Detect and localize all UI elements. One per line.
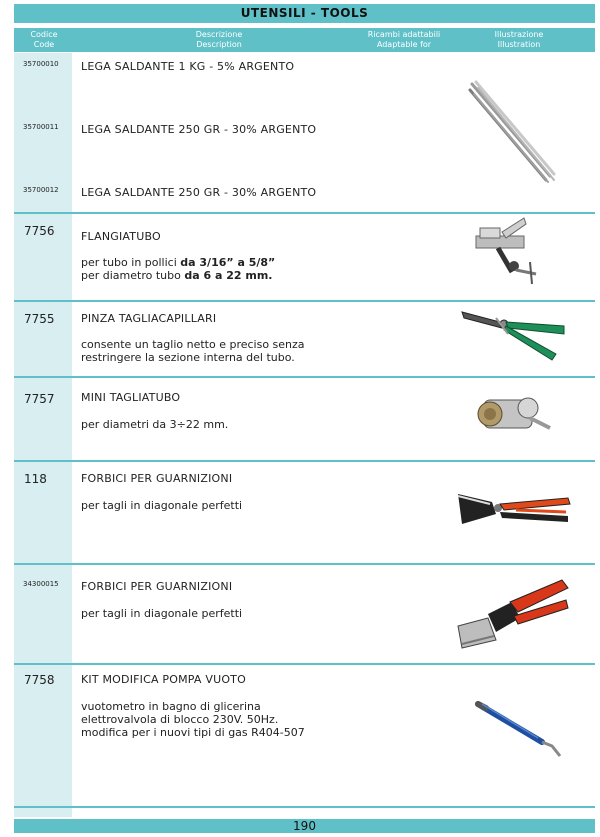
item-title: FORBICI PER GUARNIZIONI bbox=[81, 472, 233, 485]
item-code: 7755 bbox=[24, 312, 55, 326]
miter-gasket-cutter-illustration bbox=[454, 574, 574, 654]
flaring-tool-illustration bbox=[472, 214, 552, 288]
item-code: 35700012 bbox=[23, 186, 59, 194]
item-code: 35700010 bbox=[23, 60, 59, 68]
item-code: 7758 bbox=[24, 673, 55, 687]
code-column bbox=[14, 53, 72, 817]
page-title: UTENSILI - TOOLS bbox=[14, 4, 595, 23]
item-code: 34300015 bbox=[23, 580, 59, 588]
vacuum-pump-kit-illustration bbox=[472, 698, 568, 760]
item-description: per tubo in pollici da 3/16” a 5/8” per diametro tubo da 6 a 22 mm. bbox=[81, 256, 276, 282]
header-illustration: Illustrazione Illustration bbox=[494, 30, 544, 49]
item-code: 7756 bbox=[24, 224, 55, 238]
solder-rods-illustration bbox=[468, 78, 558, 186]
item-description: per tagli in diagonale perfetti bbox=[81, 607, 243, 620]
item-code: 35700011 bbox=[23, 123, 59, 131]
item-description: per tagli in diagonale perfetti bbox=[81, 499, 243, 512]
capillary-cutter-illustration bbox=[460, 304, 568, 366]
item-description: vuotometro in bagno di glicerina elettrovalvola di blocco 230V. 50Hz. modifica per i nuovi tipi di gas R404-507 bbox=[81, 700, 305, 739]
row-separator bbox=[14, 806, 595, 808]
item-title: KIT MODIFICA POMPA VUOTO bbox=[81, 673, 246, 686]
item-code: 118 bbox=[24, 472, 47, 486]
item-description: per diametri da 3÷22 mm. bbox=[81, 418, 229, 431]
item-title: PINZA TAGLIACAPILLARI bbox=[81, 312, 217, 325]
item-title: LEGA SALDANTE 250 GR - 30% ARGENTO bbox=[81, 123, 317, 136]
item-title: LEGA SALDANTE 250 GR - 30% ARGENTO bbox=[81, 186, 317, 199]
row-separator bbox=[14, 563, 595, 565]
page-number: 190 bbox=[14, 819, 595, 833]
row-separator bbox=[14, 460, 595, 462]
header-description: Descrizione Description bbox=[195, 30, 243, 49]
row-separator bbox=[14, 663, 595, 665]
item-code: 7757 bbox=[24, 392, 55, 406]
item-title: FLANGIATUBO bbox=[81, 230, 161, 243]
header-spares: Ricambi adattabili Adaptable for bbox=[367, 30, 441, 49]
item-description: consente un taglio netto e preciso senza restringere la sezione interna del tubo. bbox=[81, 338, 305, 364]
header-code: Codice Code bbox=[30, 30, 58, 49]
gasket-scissors-illustration bbox=[456, 490, 574, 532]
table-header bbox=[14, 28, 595, 52]
item-title: FORBICI PER GUARNIZIONI bbox=[81, 580, 233, 593]
row-separator bbox=[14, 376, 595, 378]
mini-pipe-cutter-illustration bbox=[474, 388, 554, 440]
row-separator bbox=[14, 300, 595, 302]
item-title: LEGA SALDANTE 1 KG - 5% ARGENTO bbox=[81, 60, 295, 73]
item-title: MINI TAGLIATUBO bbox=[81, 391, 181, 404]
